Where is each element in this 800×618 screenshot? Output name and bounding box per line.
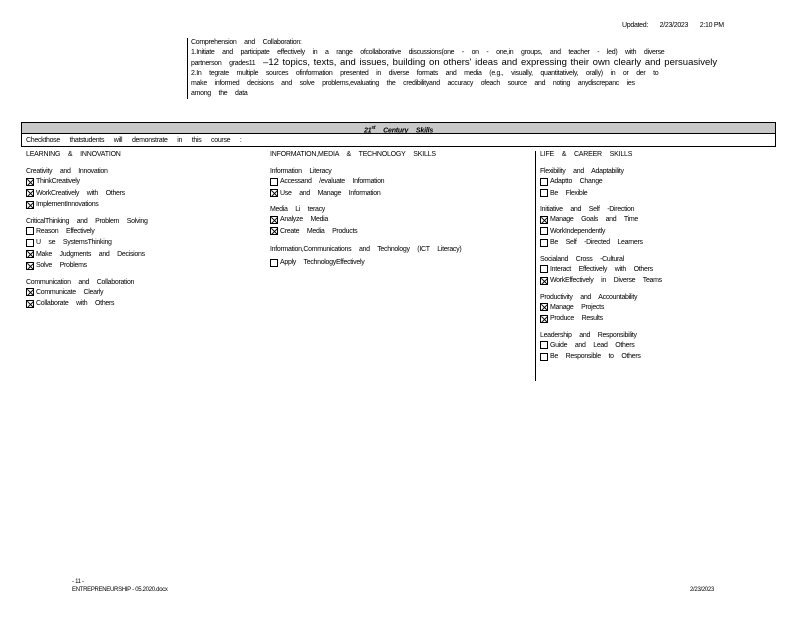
column-title: LEARNING & INNOVATION [26, 151, 121, 158]
footer-file: ENTREPRENEURSHIP - 05.2020.docx [72, 587, 168, 593]
standards-line-2 [191, 58, 781, 69]
skill-label: Interact Effectively with Others [550, 265, 653, 273]
skill-group [270, 168, 525, 199]
skill-label: U se SystemsThinking [36, 239, 112, 247]
skill-label: Collaborate with Others [36, 300, 115, 308]
skill-label: Use and Manage Information [280, 189, 381, 197]
band-suffix: Century Skills [383, 127, 434, 135]
standards-line-4: make informed decisions and solve problems,evaluating the credibilityand accuracy ofeach source and noting anydiscrepanc ies [191, 80, 635, 87]
skill-group-title: CriticalThinking and Problem Solving [26, 217, 148, 225]
century-skills-band [21, 122, 776, 133]
skill-label: Produce Results [550, 315, 603, 323]
standards-line-2b: –12 topics, texts, and issues, building on others' ideas and expressing their own clearly and persuasively [263, 57, 718, 68]
skill-label: Manage Projects [550, 303, 605, 311]
skill-label: Guide and Lead Others [550, 341, 635, 349]
checkbox-icon[interactable] [540, 353, 548, 361]
checkbox-icon[interactable] [540, 227, 548, 235]
column-information [270, 151, 525, 276]
checkbox-icon[interactable] [270, 178, 278, 186]
skill-group [26, 279, 261, 310]
skill-item [540, 275, 780, 287]
skill-item [270, 226, 525, 238]
column-life-career [535, 151, 780, 381]
skill-label: Be Responsible to Others [550, 353, 641, 361]
skill-label: Be Flexible [550, 189, 588, 197]
skill-label: Reason Effectively [36, 227, 95, 235]
skill-item [540, 188, 780, 200]
checked-box-icon[interactable] [26, 178, 34, 186]
skill-group-title: Communication and Collaboration [26, 278, 135, 286]
checked-box-icon[interactable] [270, 227, 278, 235]
check-instruction: Checkthose thatstudents will demonstrate in this course : [21, 133, 776, 147]
column-title: LIFE & CAREER SKILLS [540, 151, 633, 158]
standards-line-2a: partnerson grades11 [191, 60, 256, 67]
checked-box-icon[interactable] [540, 277, 548, 285]
checkbox-icon[interactable] [540, 178, 548, 186]
skill-label: Communicate Clearly [36, 288, 104, 296]
skill-item [540, 226, 780, 238]
updated-label: Updated: [622, 22, 649, 29]
checked-box-icon[interactable] [26, 288, 34, 296]
skill-item [540, 176, 780, 188]
skill-label: Solve Problems [36, 262, 87, 270]
skill-label: WorkIndependently [550, 227, 606, 235]
skill-item [540, 351, 780, 363]
checked-box-icon[interactable] [270, 216, 278, 224]
skill-label: WorkCreatively with Others [36, 189, 125, 197]
page-number: - 11 - [72, 579, 84, 585]
skill-item [540, 313, 780, 325]
updated-stamp [622, 22, 734, 29]
skill-group-title: Media Li teracy [270, 206, 325, 213]
checkbox-icon[interactable] [26, 227, 34, 235]
checked-box-icon[interactable] [26, 300, 34, 308]
checked-box-icon[interactable] [26, 201, 34, 209]
standards-line-1: 1.Initiate and participate effectively in a range ofcollaborative discussions(one - on - one,in groups, and teacher - led) with diverse [191, 49, 665, 56]
skill-label: ThinkCreatively [36, 178, 80, 186]
checkbox-icon[interactable] [540, 265, 548, 273]
checked-box-icon[interactable] [540, 315, 548, 323]
standards-line-3: 2.In tegrate multiple sources ofinformation presented in diverse formats and media (e.g., visually, quantitatively, orally) in or der to [191, 70, 659, 77]
skill-group-title: Flexibility and Adaptability [540, 168, 624, 175]
skill-item [540, 340, 780, 352]
skill-group-title: Leadership and Responsibility [540, 331, 637, 339]
skill-item [270, 257, 525, 269]
checked-box-icon[interactable] [540, 216, 548, 224]
skill-item [270, 176, 525, 188]
checked-box-icon[interactable] [270, 189, 278, 197]
skill-label: ImplementInnovations [36, 201, 99, 209]
band-sup: st [371, 125, 376, 131]
skill-group [540, 294, 780, 325]
checkbox-icon[interactable] [540, 341, 548, 349]
skill-group-title: Productivity and Accountability [540, 293, 638, 301]
skill-label: WorkEffectively in Diverse Teams [550, 277, 662, 285]
column-learning [26, 151, 261, 317]
skill-item [540, 214, 780, 226]
skill-item [270, 214, 525, 226]
skill-item [26, 237, 261, 249]
checked-box-icon[interactable] [26, 189, 34, 197]
skill-group [540, 168, 780, 199]
standards-heading: Comprehension and Collaboration: [191, 39, 302, 46]
skill-item [26, 188, 261, 200]
skill-group [26, 218, 261, 272]
column-title: INFORMATION,MEDIA & TECHNOLOGY SKILLS [270, 151, 436, 158]
skill-item [540, 237, 780, 249]
skill-group-title: Creativity and Innovation [26, 168, 108, 175]
skill-label: Create Media Products [280, 227, 358, 235]
skill-group-title: Information,Communications and Technology (ICT Literacy) [270, 246, 462, 253]
skill-item [26, 199, 261, 211]
standards-block [187, 38, 781, 99]
skill-group-title: Initiative and Self -Direction [540, 206, 635, 213]
checked-box-icon[interactable] [26, 250, 34, 258]
updated-date: 2/23/2023 [659, 22, 689, 29]
skill-label: Adaptto Change [550, 178, 603, 186]
skill-group-title: Socialand Cross -Cultural [540, 255, 624, 263]
checkbox-icon[interactable] [270, 259, 278, 267]
skill-label: Make Judgments and Decisions [36, 250, 145, 258]
skill-item [540, 264, 780, 276]
skill-group [270, 244, 525, 269]
skill-group [540, 206, 780, 249]
checked-box-icon[interactable] [540, 303, 548, 311]
checkbox-icon[interactable] [540, 189, 548, 197]
checkbox-icon[interactable] [540, 239, 548, 247]
skill-item [540, 302, 780, 314]
standards-line-5: among the data [191, 90, 248, 97]
footer-date: 2/23/2023 [690, 587, 714, 593]
skill-group [270, 206, 525, 237]
skill-item [26, 298, 261, 310]
skill-group [540, 332, 780, 363]
skill-item [26, 176, 261, 188]
skill-label: Be Self -Directed Learners [550, 239, 643, 247]
skill-group [26, 168, 261, 211]
footer-left [72, 578, 168, 594]
skill-label: Analyze Media [280, 216, 329, 224]
skill-group-title: Information Literacy [270, 168, 332, 175]
updated-time: 2:10 PM [699, 22, 724, 29]
skill-group [540, 256, 780, 287]
band-prefix: 21 [363, 127, 372, 135]
skill-label: Manage Goals and Time [550, 216, 638, 224]
skill-item [270, 188, 525, 200]
skill-item [26, 260, 261, 272]
skill-item [26, 226, 261, 238]
checked-box-icon[interactable] [26, 262, 34, 270]
checkbox-icon[interactable] [26, 239, 34, 247]
skill-label: Apply TechnologyEffectively [280, 259, 365, 267]
skill-item [26, 249, 261, 261]
skill-item [26, 287, 261, 299]
skill-label: Accessand /evaluate Information [280, 178, 385, 186]
